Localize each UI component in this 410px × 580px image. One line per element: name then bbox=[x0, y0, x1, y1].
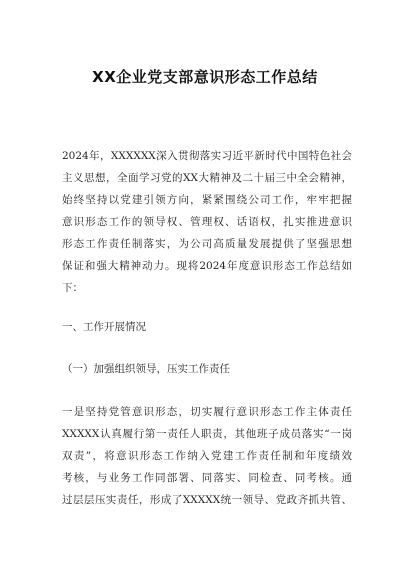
paragraph-line: 意识形态工作的领导权、管理权、话语权，扎实推进意识 bbox=[62, 216, 352, 228]
paragraph-line: 下： bbox=[62, 282, 83, 294]
paragraph-line: 双责”，将意识形态工作纳入党建工作责任制和年度绩效 bbox=[62, 450, 352, 462]
paragraph-line: 主义思想，全面学习党的XX大精神及二十届三中全会精神， bbox=[62, 172, 352, 184]
paragraph-line: 过层层压实责任，形成了XXXXX统一领导、党政齐抓共管、 bbox=[62, 494, 352, 506]
paragraph-line: XXXXX认真履行第一责任人职责，其他班子成员落实“一岗 bbox=[62, 428, 352, 440]
intro-paragraph bbox=[62, 145, 352, 299]
document-title: XX企业党支部意识形态工作总结 bbox=[92, 68, 318, 86]
paragraph-line: 2024年，XXXXXX深入贯彻落实习近平新时代中国特色社会 bbox=[62, 150, 352, 162]
body-paragraph bbox=[62, 401, 352, 511]
section-heading: 一、工作开展情况 bbox=[62, 321, 146, 333]
paragraph-line: 一是坚持党管意识形态，切实履行意识形态工作主体责任 bbox=[62, 406, 352, 418]
paragraph-line: 考核，与业务工作同部署、同落实、同检查、同考核。通 bbox=[62, 472, 352, 484]
paragraph-line: 保证和强大精神动力。现将2024年度意识形态工作总结如 bbox=[62, 260, 352, 272]
subsection-heading: （一）加强组织领导，压实工作责任 bbox=[62, 363, 230, 375]
paragraph-line: 形态工作责任制落实，为公司高质量发展提供了坚强思想 bbox=[62, 238, 352, 250]
paragraph-line: 始终坚持以党建引领方向，紧紧围绕公司工作，牢牢把握 bbox=[62, 194, 352, 206]
